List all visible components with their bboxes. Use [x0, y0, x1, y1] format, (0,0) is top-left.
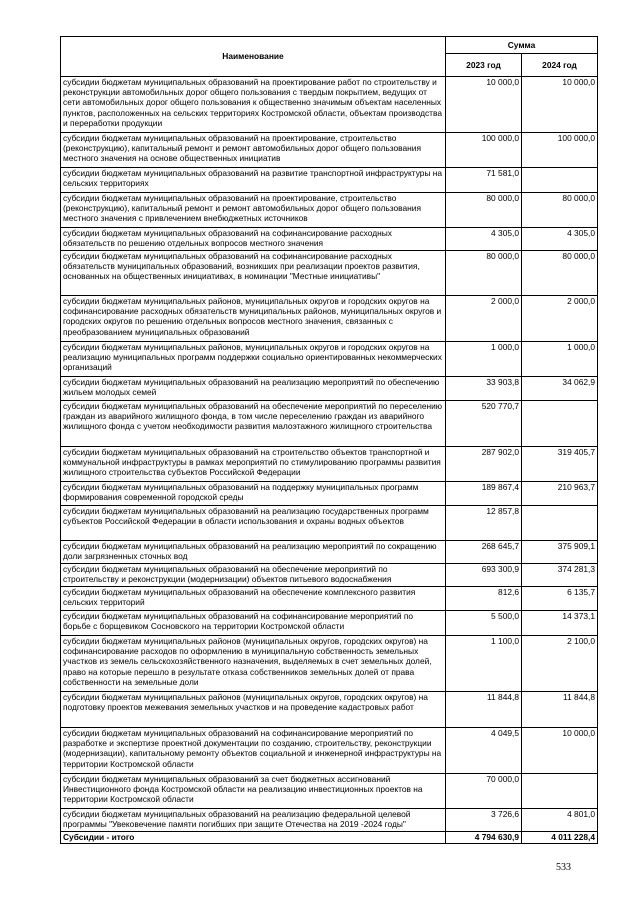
- row-value-2024: 11 844,8: [522, 692, 598, 728]
- row-value-2024: 80 000,0: [522, 193, 598, 228]
- header-year-2024: 2024 год: [522, 54, 598, 77]
- row-name: субсидии бюджетам муниципальных образований на софинансирование расходных обязательств по решению отдельных вопросов местного значения: [61, 228, 446, 251]
- table-row: [61, 251, 598, 296]
- row-value-2023: 4 049,5: [446, 728, 522, 774]
- row-name: субсидии бюджетам муниципальных образований на развитие транспортной инфраструктуры на сельских территориях: [61, 168, 446, 193]
- row-name: субсидии бюджетам муниципальных образований на софинансирование мероприятий по разработке и экспертизе проектной документации по созданию, строительству, реконструкции (модернизации), капитальному ремонту объектов социальной и инженерной инфраструктуры на территории Костромской области: [61, 728, 446, 774]
- row-value-2024: 210 963,7: [522, 482, 598, 506]
- row-name: субсидии бюджетам муниципальных образований на софинансирование мероприятий по борьбе с борщевиком Сосновского на территории Костромской области: [61, 611, 446, 636]
- row-name: субсидии бюджетам муниципальных районов, муниципальных округов и городских округов на реализацию муниципальных программ поддержки социально ориентированных некоммерческих организаций: [61, 342, 446, 377]
- row-value-2023: 520 770,7: [446, 401, 522, 447]
- row-value-2024: [522, 401, 598, 447]
- table-row: [61, 228, 598, 251]
- header-sum: Сумма: [446, 37, 598, 54]
- row-value-2024: 2 000,0: [522, 296, 598, 342]
- row-value-2024: 10 000,0: [522, 728, 598, 774]
- row-value-2024: 1 000,0: [522, 342, 598, 377]
- table-row: [61, 377, 598, 401]
- total-2023: 4 794 630,9: [446, 832, 522, 844]
- table-row: [61, 564, 598, 587]
- table-row: [61, 692, 598, 728]
- row-value-2023: 70 000,0: [446, 774, 522, 809]
- row-name: субсидии бюджетам муниципальных образований за счет бюджетных ассигнований Инвестиционного фонда Костромской области на реализацию инвестиционных проектов на территории Костромской области: [61, 774, 446, 809]
- row-value-2024: 100 000,0: [522, 133, 598, 168]
- row-value-2023: 812,6: [446, 587, 522, 611]
- row-value-2024: 319 405,7: [522, 447, 598, 482]
- table-row: [61, 342, 598, 377]
- row-value-2023: 80 000,0: [446, 251, 522, 296]
- row-name: субсидии бюджетам муниципальных образований на реализацию мероприятий по обеспечению жильем молодых семей: [61, 377, 446, 401]
- row-value-2023: 10 000,0: [446, 77, 522, 133]
- header-name: Наименование: [61, 37, 446, 77]
- table-row: [61, 506, 598, 541]
- row-name: субсидии бюджетам муниципальных образований на проектирование работ по строительству и реконструкции автомобильных дорог общего пользования с твердым покрытием, ведущих от сети автомобильных дорог общего пользования к общественно значимым объектам населенных пунктов, расположенных на сельских территориях Костромской области, объектам производства и переработки продукции: [61, 77, 446, 133]
- table-row: [61, 133, 598, 168]
- table-row: [61, 77, 598, 133]
- row-name: субсидии бюджетам муниципальных образований на строительство объектов транспортной и коммунальной инфраструктуры в рамках мероприятий по стимулированию программы развития жилищного строительства субъектов Российской Федерации: [61, 447, 446, 482]
- row-value-2023: 189 867,4: [446, 482, 522, 506]
- row-name: субсидии бюджетам муниципальных образований на поддержку муниципальных программ формирования современной городской среды: [61, 482, 446, 506]
- row-name: субсидии бюджетам муниципальных образований на реализацию федеральной целевой программы "Увековечение памяти погибших при защите Отечества на 2019 -2024 годы": [61, 809, 446, 832]
- row-value-2024: [522, 168, 598, 193]
- row-value-2024: 374 281,3: [522, 564, 598, 587]
- row-value-2023: 100 000,0: [446, 133, 522, 168]
- row-value-2023: 11 844,8: [446, 692, 522, 728]
- table-row: [61, 541, 598, 564]
- page-number: 533: [556, 862, 571, 873]
- row-value-2023: 4 305,0: [446, 228, 522, 251]
- table-row: [61, 587, 598, 611]
- row-name: субсидии бюджетам муниципальных образований на обеспечение мероприятий по переселению граждан из аварийного жилищного фонда, в том числе переселению граждан из аварийного жилищного фонда с учетом необходимости развития малоэтажного жилищного строительства: [61, 401, 446, 447]
- row-value-2024: [522, 774, 598, 809]
- row-value-2024: [522, 506, 598, 541]
- row-value-2023: 3 726,6: [446, 809, 522, 832]
- row-name: субсидии бюджетам муниципальных районов, муниципальных округов и городских округов на софинансирование расходных обязательств муниципальных районов, муниципальных округов и городских округов по решению отдельных вопросов местного значения, связанных с преобразованием муниципальных образований: [61, 296, 446, 342]
- row-value-2023: 5 500,0: [446, 611, 522, 636]
- row-name: субсидии бюджетам муниципальных образований на проектирование, строительство (реконструкцию), капитальный ремонт и ремонт автомобильных дорог общего пользования местного значения с привлечением внебюджетных источников: [61, 193, 446, 228]
- row-value-2023: 71 581,0: [446, 168, 522, 193]
- row-name: субсидии бюджетам муниципальных образований на реализацию государственных программ субъектов Российской Федерации в области использования и охраны водных объектов: [61, 506, 446, 541]
- table-row: [61, 401, 598, 447]
- row-value-2023: 693 300,9: [446, 564, 522, 587]
- row-value-2023: 287 902,0: [446, 447, 522, 482]
- table-row: [61, 774, 598, 809]
- header-year-2023: 2023 год: [446, 54, 522, 77]
- row-value-2023: 33 903,8: [446, 377, 522, 401]
- row-name: субсидии бюджетам муниципальных образований на обеспечение комплексного развития сельских территорий: [61, 587, 446, 611]
- row-value-2023: 2 000,0: [446, 296, 522, 342]
- row-value-2024: 4 801,0: [522, 809, 598, 832]
- row-value-2024: 6 135,7: [522, 587, 598, 611]
- row-name: субсидии бюджетам муниципальных образований на обеспечение мероприятий по строительству и реконструкции (модернизации) объектов питьевого водоснабжения: [61, 564, 446, 587]
- table-row: [61, 809, 598, 832]
- row-value-2023: 1 100,0: [446, 636, 522, 692]
- table-row: [61, 636, 598, 692]
- row-value-2024: 4 305,0: [522, 228, 598, 251]
- total-label: Субсидии - итого: [61, 832, 446, 844]
- table-row: [61, 611, 598, 636]
- row-value-2023: 80 000,0: [446, 193, 522, 228]
- row-value-2023: 268 645,7: [446, 541, 522, 564]
- row-value-2024: 34 062,9: [522, 377, 598, 401]
- budget-table: [60, 36, 598, 844]
- row-value-2024: 80 000,0: [522, 251, 598, 296]
- row-name: субсидии бюджетам муниципальных районов (муниципальных округов, городских округов) на подготовку проектов межевания земельных участков и на проведение кадастровых работ: [61, 692, 446, 728]
- row-value-2024: 2 100,0: [522, 636, 598, 692]
- table-row: [61, 168, 598, 193]
- row-name: субсидии бюджетам муниципальных образований на реализацию мероприятий по сокращению доли загрязненных сточных вод: [61, 541, 446, 564]
- total-row: [61, 832, 598, 844]
- row-value-2024: 14 373,1: [522, 611, 598, 636]
- row-value-2023: 1 000,0: [446, 342, 522, 377]
- row-name: субсидии бюджетам муниципальных образований на софинансирование расходных обязательств муниципальных образований, возникших при реализации проектов развития, основанных на общественных инициативах, в номинации "Местные инициативы": [61, 251, 446, 296]
- table-body: [61, 77, 598, 844]
- table-row: [61, 447, 598, 482]
- row-value-2024: 10 000,0: [522, 77, 598, 133]
- total-2024: 4 011 228,4: [522, 832, 598, 844]
- row-value-2024: 375 909,1: [522, 541, 598, 564]
- row-name: субсидии бюджетам муниципальных районов (муниципальных округов, городских округов) на софинансирование расходов по оформлению в муниципальную собственность земельных участков из земель сельскохозяйственного назначения, выделяемых в счет земельных долей, право на которые перешло в результате отказа собственников земельных долей от права собственности на земельные доли: [61, 636, 446, 692]
- row-value-2023: 12 857,8: [446, 506, 522, 541]
- table-row: [61, 728, 598, 774]
- table-row: [61, 193, 598, 228]
- table-row: [61, 296, 598, 342]
- row-name: субсидии бюджетам муниципальных образований на проектирование, строительство (реконструкцию), капитальный ремонт и ремонт автомобильных дорог общего пользования местного значения на основе общественных инициатив: [61, 133, 446, 168]
- table-row: [61, 482, 598, 506]
